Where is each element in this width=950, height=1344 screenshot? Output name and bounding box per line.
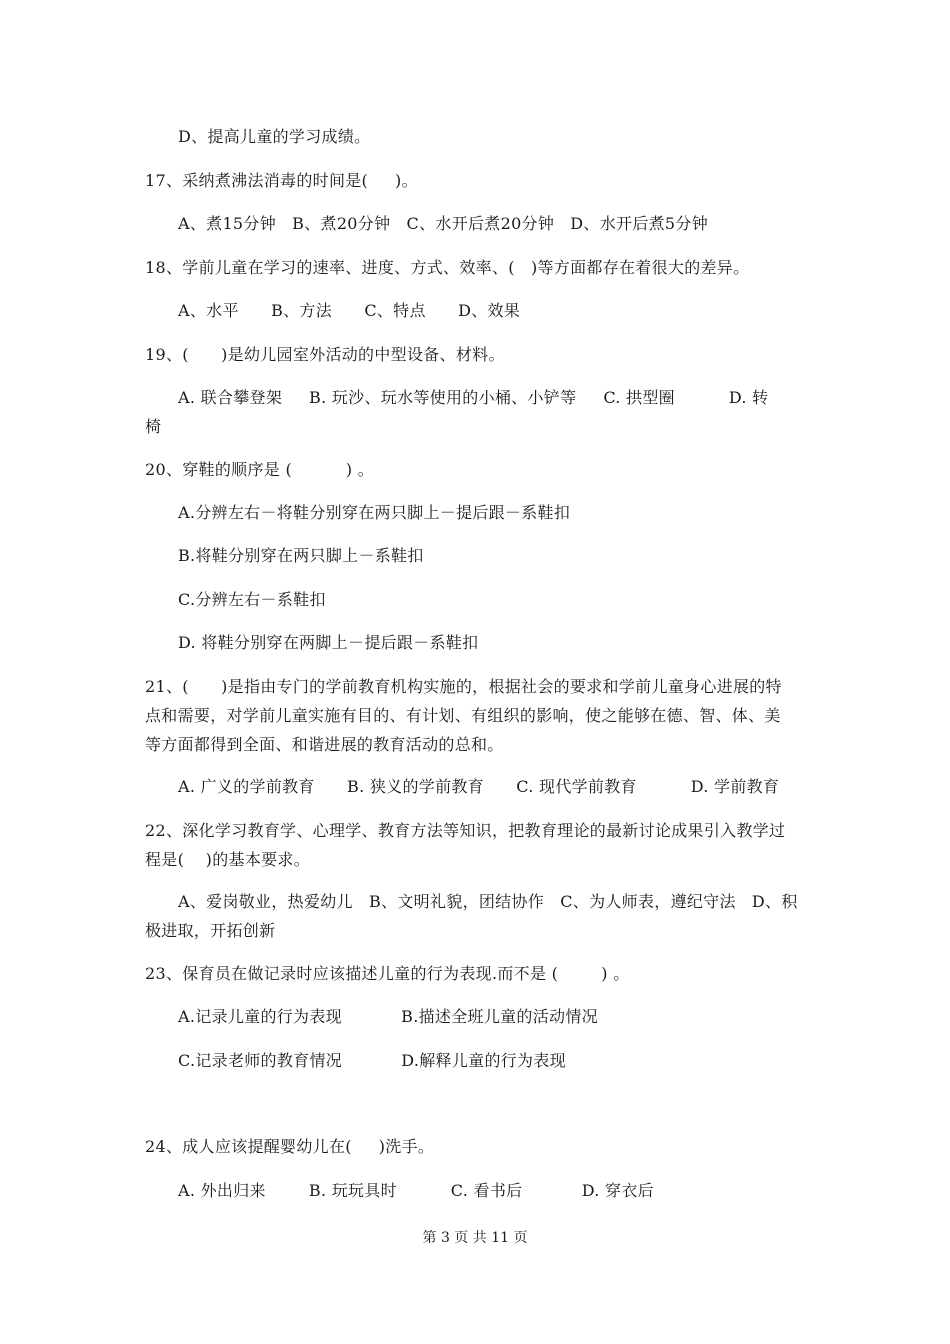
question-21-line-2: 点和需要，对学前儿童实施有目的、有计划、有组织的影响，使之能够在德、智、体、美 <box>145 706 781 725</box>
q21-options: A. 广义的学前教育 B. 狭义的学前教育 C. 现代学前教育 D. 学前教育 <box>178 777 780 796</box>
question-21-line-1: 21、( )是指由专门的学前教育机构实施的，根据社会的要求和学前儿童身心进展的特 <box>145 677 782 696</box>
q17-options: A、煮15分钟 B、煮20分钟 C、水开后煮20分钟 D、水开后煮5分钟 <box>178 214 709 233</box>
question-19: 19、( )是幼儿园室外活动的中型设备、材料。 <box>145 345 505 364</box>
q22-options-continued: 极进取，开拓创新 <box>145 921 276 940</box>
q19-options-continued: 椅 <box>145 417 162 436</box>
question-22-line-2: 程是( )的基本要求。 <box>145 850 311 869</box>
q16-option-d: D、提高儿童的学习成绩。 <box>178 127 371 146</box>
page-footer: 第 3 页 共 11 页 <box>422 1230 528 1246</box>
q19-options: A. 联合攀登架 B. 玩沙、玩水等使用的小桶、小铲等 C. 拱型圈 D. 转 <box>178 388 769 407</box>
q24-options: A. 外出归来 B. 玩玩具时 C. 看书后 D. 穿衣后 <box>178 1181 654 1200</box>
q20-option-d: D. 将鞋分别穿在两脚上－提后跟－系鞋扣 <box>178 633 479 652</box>
question-20: 20、穿鞋的顺序是 ( ) 。 <box>145 460 375 479</box>
question-21-line-3: 等方面都得到全面、和谐进展的教育活动的总和。 <box>145 735 504 754</box>
q20-option-c: C.分辨左右－系鞋扣 <box>178 590 326 609</box>
q20-option-a: A.分辨左右－将鞋分别穿在两只脚上－提后跟－系鞋扣 <box>178 503 571 522</box>
q23-options-ab: A.记录儿童的行为表现 B.描述全班儿童的活动情况 <box>178 1007 598 1026</box>
question-17: 17、采纳煮沸法消毒的时间是( )。 <box>145 171 418 190</box>
question-22-line-1: 22、深化学习教育学、心理学、教育方法等知识，把教育理论的最新讨论成果引入教学过 <box>145 821 786 840</box>
question-18: 18、学前儿童在学习的速率、进度、方式、效率、( )等方面都存在着很大的差异。 <box>145 258 750 277</box>
q20-option-b: B.将鞋分别穿在两只脚上－系鞋扣 <box>178 546 424 565</box>
q18-options: A、水平 B、方法 C、特点 D、效果 <box>178 301 521 320</box>
question-23: 23、保育员在做记录时应该描述儿童的行为表现.而不是 ( ) 。 <box>145 964 630 983</box>
q23-options-cd: C.记录老师的教育情况 D.解释儿童的行为表现 <box>178 1051 566 1070</box>
q22-options: A、爱岗敬业，热爱幼儿 B、文明礼貌，团结协作 C、为人师表，遵纪守法 D、积 <box>178 892 798 911</box>
question-24: 24、成人应该提醒婴幼儿在( )洗手。 <box>145 1137 435 1156</box>
